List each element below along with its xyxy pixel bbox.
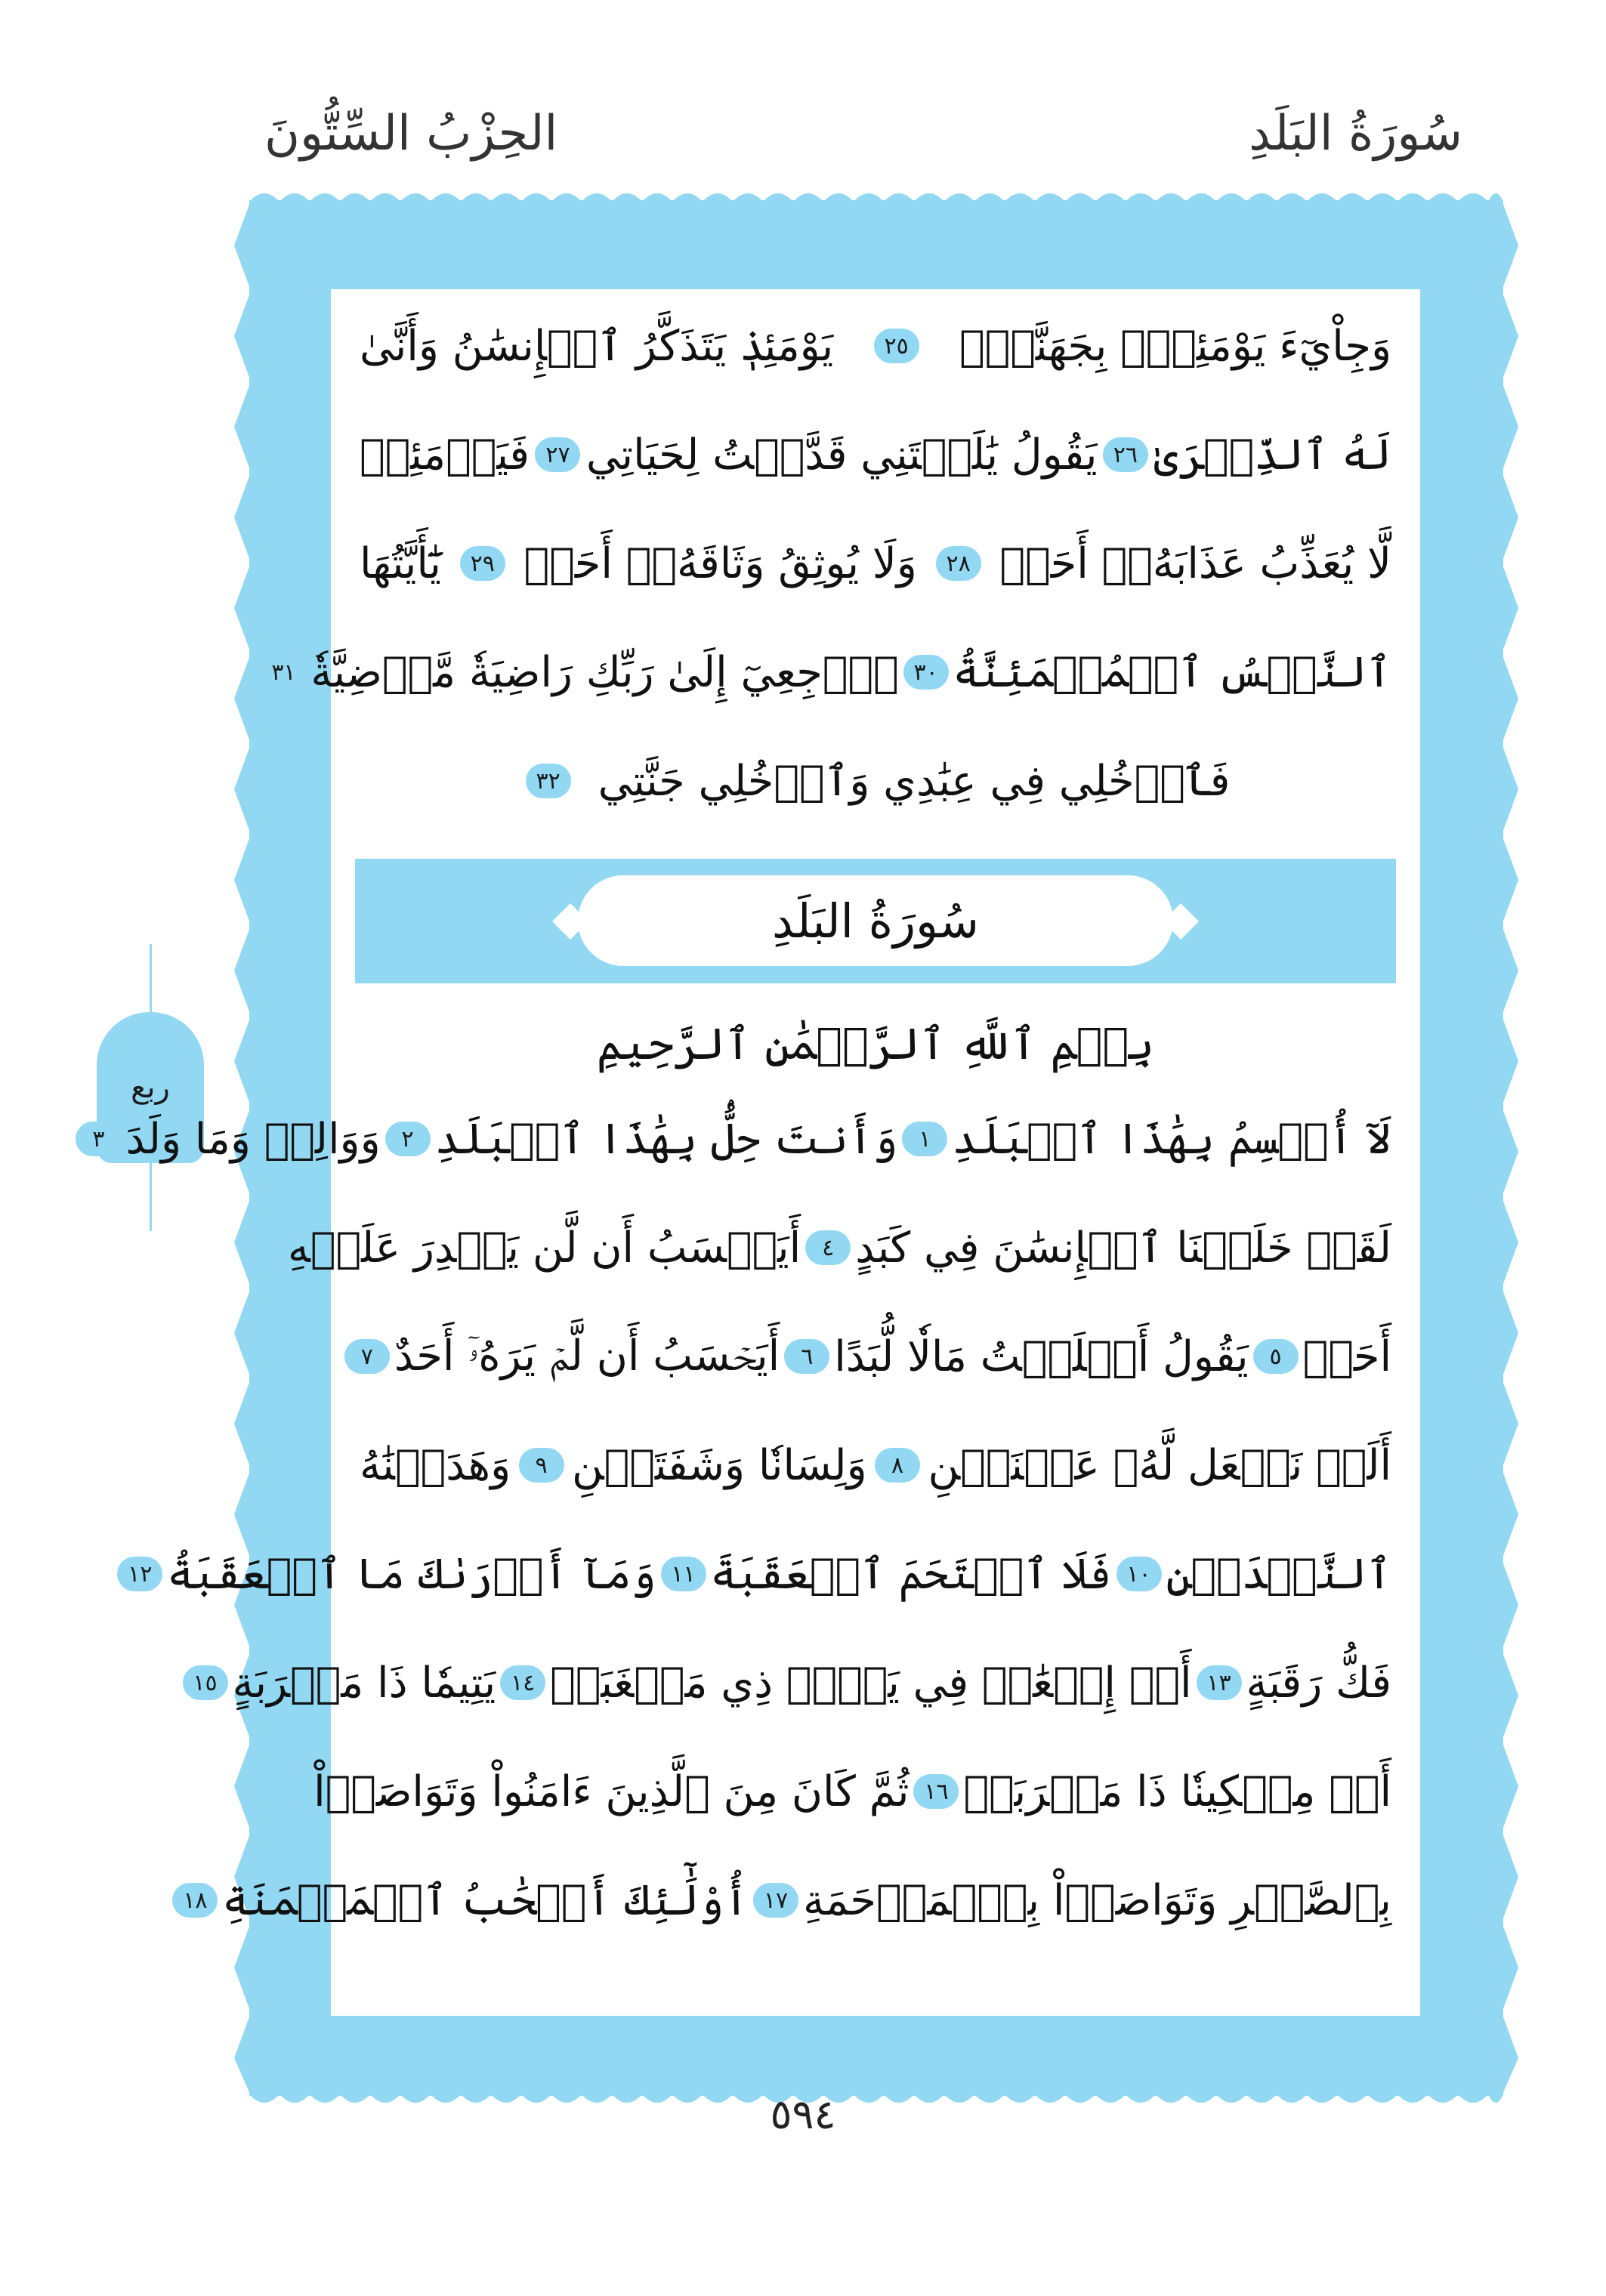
frame-scallop-right [1502, 200, 1518, 2096]
verse-text: أَيَحۡسَبُ أَن لَّمۡ يَرَهُۥٓ أَحَدٌ [394, 1332, 780, 1381]
verse-text: وَهَدَيۡنَٰهُ [360, 1440, 511, 1490]
ayah-number-marker: ٩ [519, 1448, 564, 1483]
verse-text: فَلَا ٱقۡتَحَمَ ٱلۡعَقَبَةَ [710, 1549, 1112, 1599]
verse-text: يَقُولُ أَهۡلَكۡتُ مَالٗا لُّبَدًا [834, 1332, 1249, 1381]
verse-line [360, 1307, 1391, 1406]
verse-text: ٱلنَّفۡسُ ٱلۡمُطۡمَئِنَّةُ [953, 647, 1391, 697]
basmala: بِسۡمِ ٱللَّهِ ٱلرَّحۡمَٰنِ ٱلرَّحِيمِ [596, 1018, 1155, 1069]
verse-text: وَجِاْيٓءَ يَوْمَئِذِۭ بِجَهَنَّمَۚ [959, 321, 1391, 371]
ayah-number-marker: ١١ [661, 1557, 706, 1591]
ayah-number-marker: ٦ [784, 1339, 829, 1374]
verse-text: لَآ أُقۡسِمُ بِهَٰذَا ٱلۡبَلَدِ [952, 1114, 1391, 1164]
verse-text: وَلِسَانٗا وَشَفَتَيۡنِ [572, 1440, 867, 1490]
ayah-number-marker: ١٣ [1197, 1665, 1242, 1700]
ayah-number-marker: ٢٧ [535, 437, 580, 472]
surah-title-cartouche [578, 875, 1173, 966]
surah-name-header: سُورَةُ البَلَدِ [1249, 106, 1462, 162]
ayah-number-marker: ٤ [805, 1230, 851, 1265]
verse-line [183, 1851, 1391, 1949]
verse-text: لَهُ ٱلذِّكۡرَىٰ [1154, 430, 1391, 480]
verse-line [360, 297, 1391, 395]
verse-text: لَقَدۡ خَلَقۡنَا ٱلۡإِنسَٰنَ فِي كَبَدٍ [855, 1223, 1391, 1273]
ayah-number-marker: ٣٠ [903, 655, 949, 690]
verse-text: يَقُولُ يَٰلَيۡتَنِي قَدَّمۡتُ لِحَيَاتِي [585, 430, 1098, 480]
verse-line [92, 1090, 1391, 1188]
verse-text: وَوَالِدٖ وَمَا وَلَدَ [125, 1114, 381, 1164]
verse-line [360, 732, 1391, 830]
ayah-number-marker: ١٦ [913, 1774, 959, 1809]
verse-text: أُوْلَٰٓئِكَ أَصۡحَٰبُ ٱلۡمَيۡمَنَةِ [222, 1875, 749, 1925]
ayah-number-marker: ٨ [875, 1448, 920, 1483]
verse-text: فَٱدۡخُلِي فِي عِبَٰدِي وَٱدۡخُلِي جَنَّتِي [598, 756, 1231, 806]
verse-text: فَكُّ رَقَبَةٍ [1246, 1658, 1391, 1708]
ayah-number-marker: ٢٥ [874, 329, 919, 363]
verse-text: ثُمَّ كَانَ مِنَ ٱلَّذِينَ ءَامَنُواْ وَتَوَاصَوۡاْ [313, 1767, 910, 1816]
verse-text: وَأَنتَ حِلُّۢ بِهَٰذَا ٱلۡبَلَدِ [434, 1114, 898, 1164]
ayah-number-marker: ٢٦ [1103, 437, 1148, 472]
verse-line [360, 406, 1391, 504]
ayah-number-marker: ١ [902, 1122, 947, 1156]
verse-line [193, 1634, 1391, 1732]
verse-line [287, 1199, 1391, 1297]
ayah-number-marker: ٣١ [261, 655, 306, 690]
ayah-number-marker: ٢٩ [460, 546, 505, 581]
page-number: ٥٩٤ [770, 2091, 836, 2138]
verse-line [128, 1525, 1391, 1623]
ayah-number-marker: ٥ [1253, 1339, 1299, 1374]
ayah-number-marker: ١٨ [172, 1883, 218, 1918]
frame-scallop-top [249, 185, 1503, 202]
verse-text: أَوۡ إِطۡعَٰمٞ فِي يَوۡمٖ ذِي مَسۡغَبَةٖ [550, 1658, 1192, 1708]
verse-text: وَمَآ أَدۡرَىٰكَ مَا ٱلۡعَقَبَةُ [167, 1549, 656, 1599]
ayah-number-marker: ٣ [76, 1122, 121, 1156]
rub-label: ربع [131, 1070, 170, 1105]
ayah-number-marker: ٧ [344, 1339, 390, 1374]
verse-line [360, 1416, 1391, 1514]
ayah-number-marker: ١٥ [183, 1665, 228, 1700]
rub-marker-stem-top [150, 944, 152, 1012]
ayah-number-marker: ١٢ [117, 1557, 162, 1591]
verse-line [313, 1742, 1391, 1841]
verse-text: بِٱلصَّبۡرِ وَتَوَاصَوۡاْ بِٱلۡمَرۡحَمَةِ [803, 1875, 1391, 1925]
verse-text: لَّا يُعَذِّبُ عَذَابَهُۥٓ أَحَدٞ [999, 539, 1391, 588]
rub-marker-stem-bottom [150, 1163, 152, 1231]
surah-banner [355, 859, 1396, 983]
ayah-number-marker: ٢ [385, 1122, 431, 1156]
verse-text: فَيَوۡمَئِذٖ [360, 430, 530, 480]
verse-text: أَوۡ مِسۡكِينٗا ذَا مَتۡرَبَةٖ [963, 1767, 1391, 1816]
verse-text: أَلَمۡ نَجۡعَل لَّهُۥ عَيۡنَيۡنِ [928, 1440, 1391, 1490]
surah-title: سُورَةُ البَلَدِ [772, 893, 980, 949]
rub-marker [97, 944, 204, 1231]
hizb-header: الحِزْبُ السِّتُّونَ [264, 106, 558, 162]
verse-text: يَتِيمٗا ذَا مَقۡرَبَةٍ [232, 1658, 496, 1708]
verse-text: يَٰٓأَيَّتُهَا [360, 539, 442, 588]
verse-text: ٱلنَّجۡدَيۡنِ [1166, 1549, 1391, 1599]
ayah-number-marker: ٢٨ [936, 546, 981, 581]
ayah-number-marker: ١٤ [500, 1665, 545, 1700]
ayah-number-marker: ١٠ [1116, 1557, 1162, 1591]
verse-text: يَوْمَئِذٖ يَتَذَكَّرُ ٱلۡإِنسَٰنُ وَأَنَّىٰ [360, 321, 834, 371]
ayah-number-marker: ١٧ [753, 1883, 798, 1918]
verse-text: أَيَحۡسَبُ أَن لَّن يَقۡدِرَ عَلَيۡهِ [287, 1223, 801, 1273]
verse-line [271, 623, 1391, 721]
verse-text: وَلَا يُوثِقُ وَثَاقَهُۥٓ أَحَدٞ [523, 539, 917, 588]
verse-text: أَحَدٞ [1302, 1332, 1391, 1381]
verse-line [360, 514, 1391, 613]
ayah-number-marker: ٣٢ [526, 764, 571, 798]
verse-text: ٱرۡجِعِيٓ إِلَىٰ رَبِّكِ رَاضِيَةٗ مَّرۡضِيَّةٗ [310, 647, 899, 697]
